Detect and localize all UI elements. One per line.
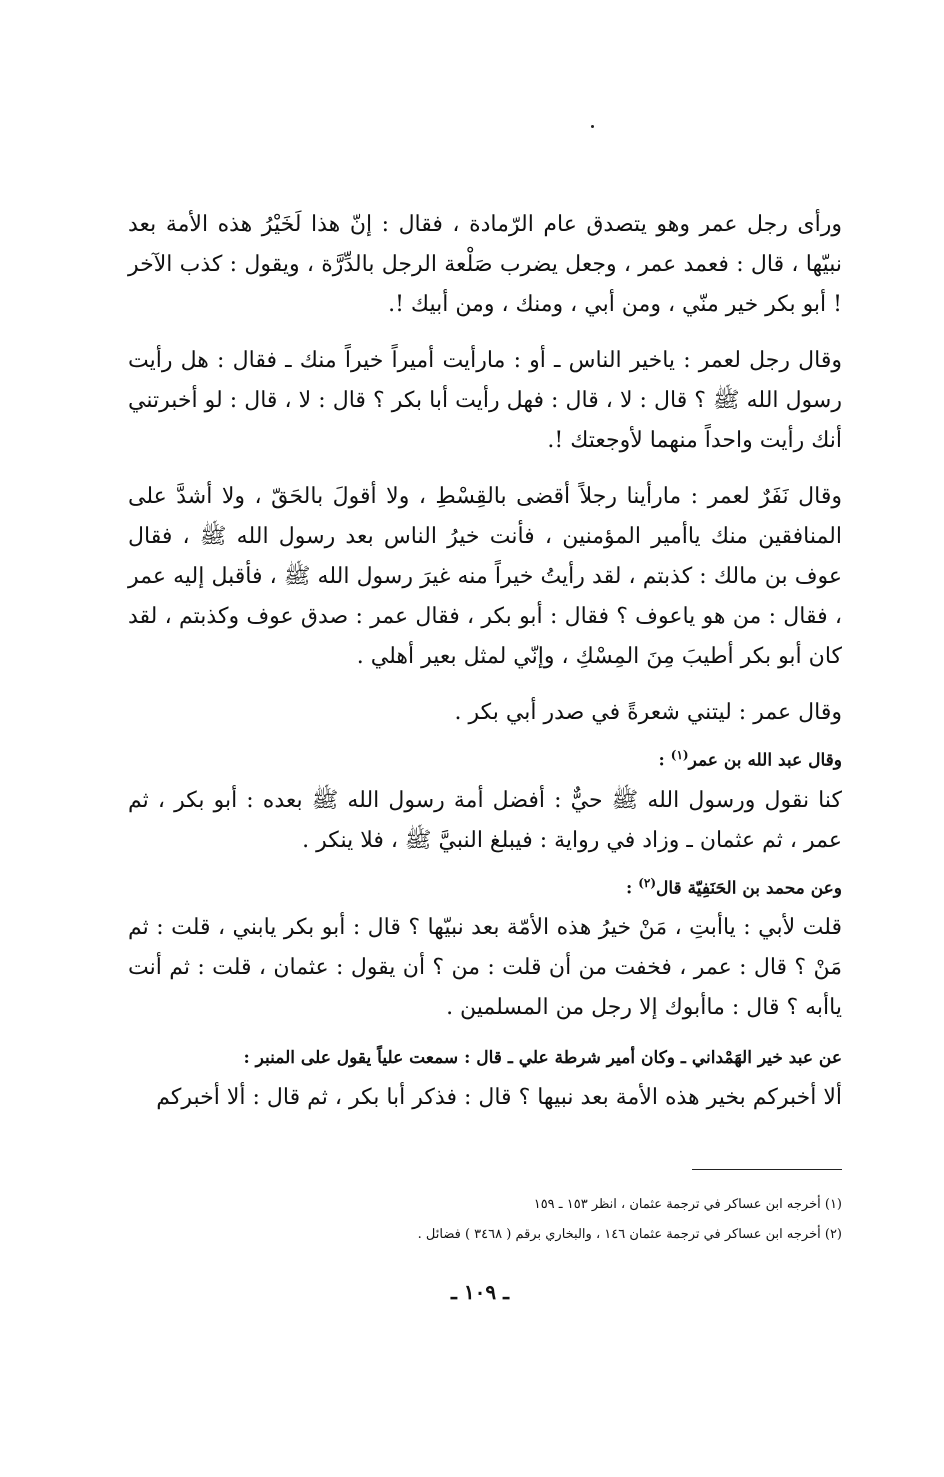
page-number: ـ ١٠٩ ـ xyxy=(451,1280,509,1304)
paragraph-7: ألا أخبركم بخير هذه الأمة بعد نبيها ؟ قال : فذكر أبا بكر ، ثم قال : ألا أخبركم xyxy=(156,1085,842,1111)
ink-dot xyxy=(591,125,594,128)
paragraph-3: وقال نَفَرٌ لعمر : مارأينا رجلاً أقضى بالقِسْطِ ، ولا أقولَ بالحَقّ ، ولا أشدَّ على المنافقين منك ياأمير المؤمنين ، فأنت خيرُ الناس بعد رسول الله ﷺ ، فقال عوف بن مالك : كذبتم ، لقد رأيتُ خيراً منه غيرَ رسول الله ﷺ ، فأقبل إليه عمر ، فقال : من هو ياعوف ؟ فقال : أبو بكر ، فقال عمر : صدق عوف وكذبتم ، لقد كان أبو بكر أطيبَ مِنَ المِسْكِ ، وإنّي لمثل بعير أهلي . xyxy=(128,484,842,669)
paragraph-5: كنا نقول ورسول الله ﷺ حيٌّ : أفضل أمة رسول الله ﷺ بعده : أبو بكر ، ثم عمر ، ثم عثمان ـ وزاد في رواية : فيبلغ النبيَّ ﷺ ، فلا ينكر . xyxy=(128,787,842,853)
narration-heading-ibn-umar xyxy=(128,741,842,775)
heading-colon: : xyxy=(658,750,671,771)
heading-colon: : xyxy=(625,878,639,899)
paragraph-1: ورأى رجل عمر وهو يتصدق عام الرّمادة ، فقال : إنّ هذا لَخَيْرُ هذه الأمة بعد نبيّها ، قال : فعمد عمر ، وجعل يضرب صَلْعة الرجل بالدِّرَّة ، ويقول : كذب الآخر ! أبو بكر خير منّي ، ومن أبي ، ومنك ، ومن أبيك !. xyxy=(128,212,842,317)
footnote-1: (١) أخرجه ابن عساكر في ترجمة عثمان ، انظر ١٥٣ ـ ١٥٩ xyxy=(533,1197,842,1212)
heading-text: وعن محمد بن الحَنَفِيّة قال xyxy=(656,878,842,899)
footnote-divider xyxy=(692,1169,842,1170)
paragraph-4: وقال عمر : ليتني شعرةً في صدر أبي بكر . xyxy=(454,700,842,725)
footnotes xyxy=(300,1190,842,1250)
footnote-ref-1: (١) xyxy=(670,748,689,762)
footnote-2: (٢) أخرجه ابن عساكر في ترجمة عثمان ١٤٦ ، والبخاري برقم ( ٣٤٦٨ ) فضائل . xyxy=(417,1227,842,1242)
paragraph-2: وقال رجل لعمر : ياخير الناس ـ أو : مارأيت أميراً خيراً منك ـ فقال : هل رأيت رسول الله ﷺ ؟ قال : لا ، قال : فهل رأيت أبا بكر ؟ قال : لا ، قال : لو أخبرتني أنك رأيت واحداً منهما لأوجعتك !. xyxy=(128,348,842,453)
narration-heading-abd-khair: عن عبد خير الهَمْداني ـ وكان أمير شرطة علي ـ قال : سمعت علياً يقول على المنبر : xyxy=(243,1048,842,1069)
narration-heading-ibn-hanafiyya xyxy=(128,869,842,903)
paragraph-6: قلت لأبي : ياأبتِ ، مَنْ خيرُ هذه الأمّة بعد نبيّها ؟ قال : أبو بكر يابني ، قلت : ثم مَنْ ؟ قال : عمر ، فخفت من أن قلت : من ؟ أن يقول : عثمان ، قلت : ثم أنت ياأبه ؟ قال : ماأبوك إلا رجل من المسلمين . xyxy=(128,915,842,1021)
heading-text: وقال عبد الله بن عمر xyxy=(688,750,842,771)
footnote-ref-2: (٢) xyxy=(638,875,657,890)
main-text xyxy=(128,205,842,1134)
